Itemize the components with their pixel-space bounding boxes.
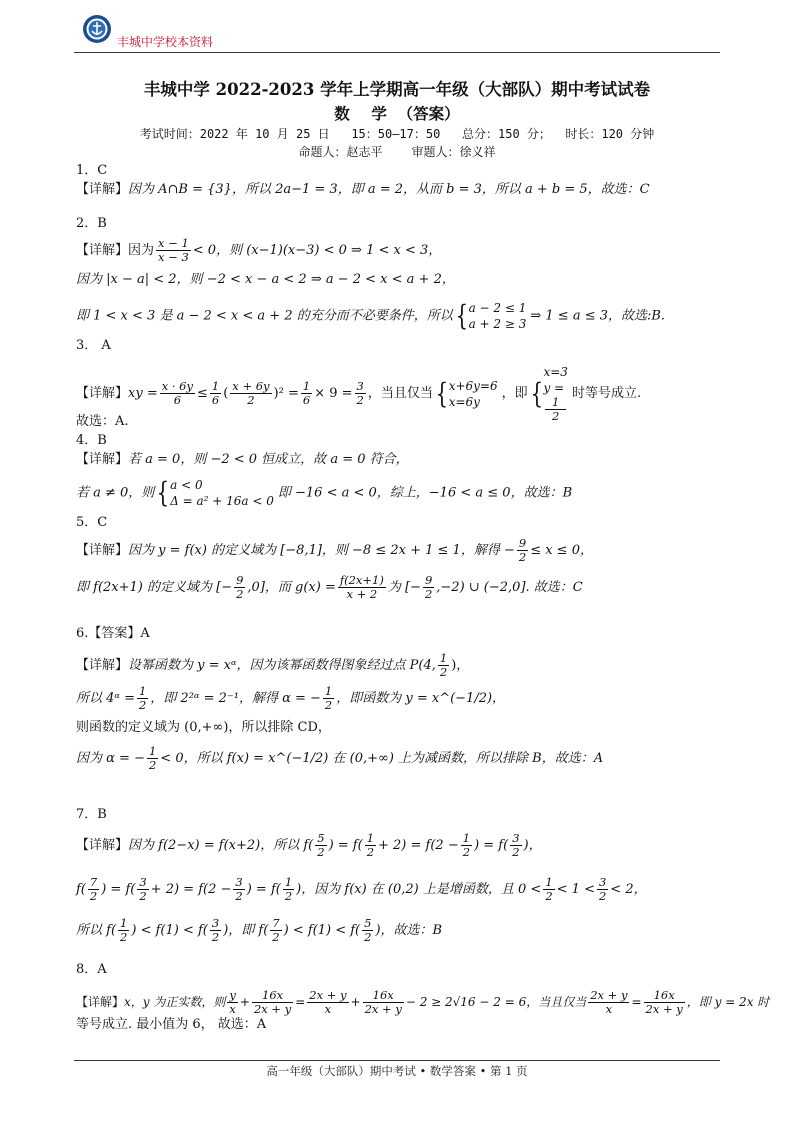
fraction: $\frac{x - 1}{x - 3}$: [158, 236, 189, 264]
q8-line2: 等号成立. 最小值为 6， 故选：A: [76, 1017, 267, 1032]
q7-line1: 【详解】因为 f(2−x) = f(x+2)，所以 f( $\frac{5}{2}$ ) = f( $\frac{1}{2}$ + 2) = f(2 − $\frac{1}{2}$ ) = f( $\frac{3}{2}$ )，: [76, 831, 542, 859]
page-title: 丰城中学 2022-2023 学年上学期高一年级（大部队）期中考试试卷: [143, 80, 651, 99]
q8-line1: 【详解】x，y 为正实数，则 $\frac{y}{x}$ + $\frac{16x}{2x + y}$ = $\frac{2x + y}{x}$ + $\frac{16x}{2x + y}$ − 2 ≥ 2√16 − 2 = 6，当且仅当 $\frac{2x + y}{x}$ = $\frac{16x}{2x + y}$ ，即 y = 2x 时: [76, 988, 770, 1016]
q7-head: 7．B: [76, 807, 107, 822]
q6-line4: 因为 α = − $\frac{1}{2}$ < 0，所以 f(x) = x^(−1/2) 在 (0,+∞) 上为减函数，所以排除 B，故选：A: [76, 744, 604, 772]
equation-system: x+6y=6 x=6y: [448, 378, 498, 409]
q6-line2: 所以 4ᵅ = $\frac{1}{2}$ ，即 2²ᵅ = 2⁻¹，解得 α = − $\frac{1}{2}$ ，即函数为 y = x^(−1/2)，: [76, 684, 506, 712]
q6-line3: 则函数的定义域为 (0,+∞)，所以排除 CD，: [76, 720, 331, 735]
q1-text: 因为 A∩B = {3}，所以 2a−1 = 3，即 a = 2，从而 b = 3，所以 a + b = 5，故选：C: [128, 182, 650, 197]
exam-info: 考试时间：2022 年 10 月 25 日 15：50—17：50 总分：150 分； 时长：120 分钟: [139, 127, 655, 141]
header-rule: [74, 52, 720, 53]
school-name: 丰城中学校本资料: [117, 35, 214, 49]
q1-head: 1．C: [76, 163, 108, 178]
q2-line1: 【详解】因为 $\frac{x - 1}{x - 3}$ < 0，则 (x−1)(x−3) < 0 ⇒ 1 < x < 3，: [76, 236, 442, 264]
exam-authors: 命题人：赵志平 审题人：徐义祥: [298, 145, 496, 159]
q8-head: 8．A: [76, 962, 107, 977]
q4-line1: 【详解】若 a = 0，则 −2 < 0 恒成立，故 a = 0 符合，: [76, 452, 409, 467]
q7-line3: 所以 f( $\frac{1}{2}$ ) < f(1) < f( $\frac{3}{2}$ )，即 f( $\frac{7}{2}$ ) < f(1) < f( $\frac{5}{2}$ )，故选：B: [76, 916, 443, 944]
q4-line2: 若 a ≠ 0，则{ a < 0 Δ = a² + 16a < 0 即 −16 < a < 0，综上，−16 < a ≤ 0，故选：B: [76, 476, 573, 509]
q5-head: 5．C: [76, 515, 108, 530]
inequality-system: a < 0 Δ = a² + 16a < 0: [170, 478, 274, 508]
q2-line3: 即 1 < x < 3 是 a − 2 < x < a + 2 的充分而不必要条件，所以{ a − 2 ≤ 1 a + 2 ≥ 3 ⇒ 1 ≤ a ≤ 3，故选:B.: [76, 299, 666, 332]
q3-line1: 【详解】xy = $\frac{x \cdot 6y}{6}$ ≤ $\frac{1}{6}$ ( $\frac{x + 6y}{2}$ )² = $\frac{1}{6}$ × 9 = $\frac{3}{2}$ ，当且仅当{ x+6y=6 x=6y ，即{ x=3 y = 1 2 时等号成立.: [76, 365, 642, 423]
solution-system: x=3 y = 1 2: [543, 365, 568, 423]
q2-line2: 因为 |x − a| < 2，则 −2 < x − a < 2 ⇒ a − 2 < x < a + 2，: [76, 272, 455, 287]
q3-head: 3． A: [76, 338, 111, 353]
q2-head: 2．B: [76, 216, 107, 231]
q3-end: 故选：A.: [76, 414, 129, 429]
q6-line1: 【详解】设幂函数为 y = xᵅ，因为该幂函数得图象经过点 P(4, $\frac{1}{2}$ )，: [76, 651, 470, 679]
detail-tag: 【详解】: [76, 182, 129, 197]
footer-rule: [74, 1060, 720, 1061]
school-logo: [82, 14, 112, 44]
q1-detail: [76, 182, 650, 198]
q5-line2: 即 f(2x+1) 的定义域为 [− $\frac{9}{2}$ ,0]，而 g(x) = $\frac{f(2x+1)}{x + 2}$ 为 [− $\frac{9}{2}$ ,−2) ∪ (−2,0]. 故选：C: [76, 573, 583, 601]
page-subtitle: 数 学 （答案）: [334, 104, 460, 123]
inequality-system: a − 2 ≤ 1 a + 2 ≥ 3: [468, 301, 527, 331]
q7-line2: f( $\frac{7}{2}$ ) = f( $\frac{3}{2}$ + 2) = f(2 − $\frac{3}{2}$ ) = f( $\frac{1}{2}$ )，因为 f(x) 在 (0,2) 上是增函数，且 0 < $\frac{1}{2}$ < 1 < $\frac{3}{2}$ < 2，: [76, 875, 647, 903]
page-footer: 高一年级（大部队）期中考试 • 数学答案 • 第 1 页: [266, 1064, 528, 1078]
q4-head: 4．B: [76, 433, 107, 448]
q5-line1: 【详解】因为 y = f(x) 的定义域为 [−8,1]，则 −8 ≤ 2x + 1 ≤ 1，解得 − $\frac{9}{2}$ ≤ x ≤ 0，: [76, 536, 593, 564]
q6-head: 6.【答案】A: [76, 626, 150, 641]
